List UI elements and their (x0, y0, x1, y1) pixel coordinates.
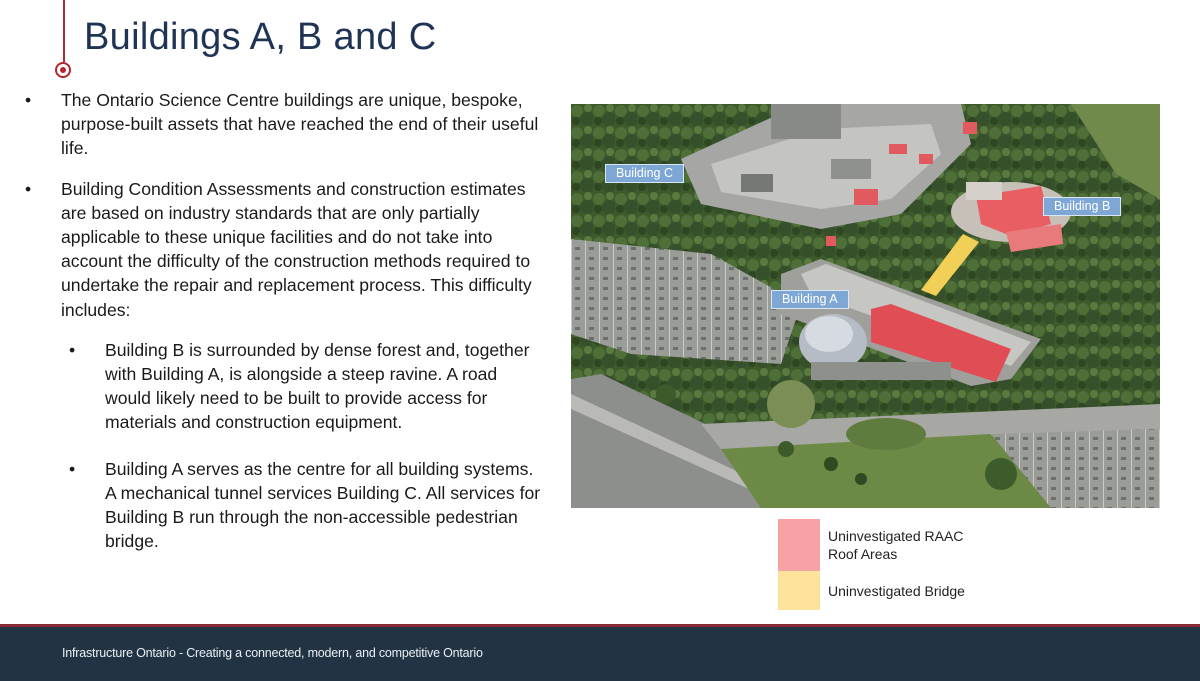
building-b-label: Building B (1043, 197, 1121, 216)
bullet-marker: • (25, 90, 32, 110)
aerial-site-photo (571, 104, 1160, 508)
legend-label-raac-line1: Uninvestigated RAAC (828, 528, 964, 544)
bridge-swatch (778, 571, 820, 610)
raac-roof-swatch (778, 519, 820, 571)
bullet-text: Building Condition Assessments and construction estimates are based on industry standards that are only partially applicable to these unique facilities and do not take into account the difficulty of the construction methods required to undertake the repair and replacement process. This difficulty includes: (61, 178, 532, 320)
slide-body (25, 88, 545, 575)
title-accent-line (63, 0, 65, 62)
sub-bullet-marker: • (69, 339, 76, 360)
title-accent-dot (55, 62, 71, 78)
slide-title: Buildings A, B and C (84, 16, 437, 58)
legend-label-bridge: Uninvestigated Bridge (828, 583, 965, 599)
sub-bullet-text: Building B is surrounded by dense forest and, together with Building A, is alongside a steep ravine. A road would likely need to be built to provide access for materials and construction equipment. (105, 339, 530, 433)
legend-label-raac-line2: Roof Areas (828, 546, 898, 562)
slide-footer (0, 624, 1200, 681)
footer-text: Infrastructure Ontario - Creating a connected, modern, and competitive Ontario (62, 646, 483, 660)
bullet-marker: • (25, 178, 32, 199)
sub-bullet-text: Building A serves as the centre for all building systems. A mechanical tunnel services Building C. All services for Building B run through the non-accessible pedestrian bridge. (105, 458, 541, 552)
sub-bullet-marker: • (69, 458, 76, 479)
building-a-label: Building A (771, 290, 849, 309)
building-c-label: Building C (605, 164, 684, 183)
bullet-item (25, 88, 545, 161)
sub-bullet-item (25, 457, 545, 554)
bullet-item (25, 177, 545, 322)
sub-bullet-item (25, 338, 545, 435)
bullet-text: The Ontario Science Centre buildings are unique, bespoke, purpose-built assets that have reached the end of their useful life. (61, 90, 539, 159)
